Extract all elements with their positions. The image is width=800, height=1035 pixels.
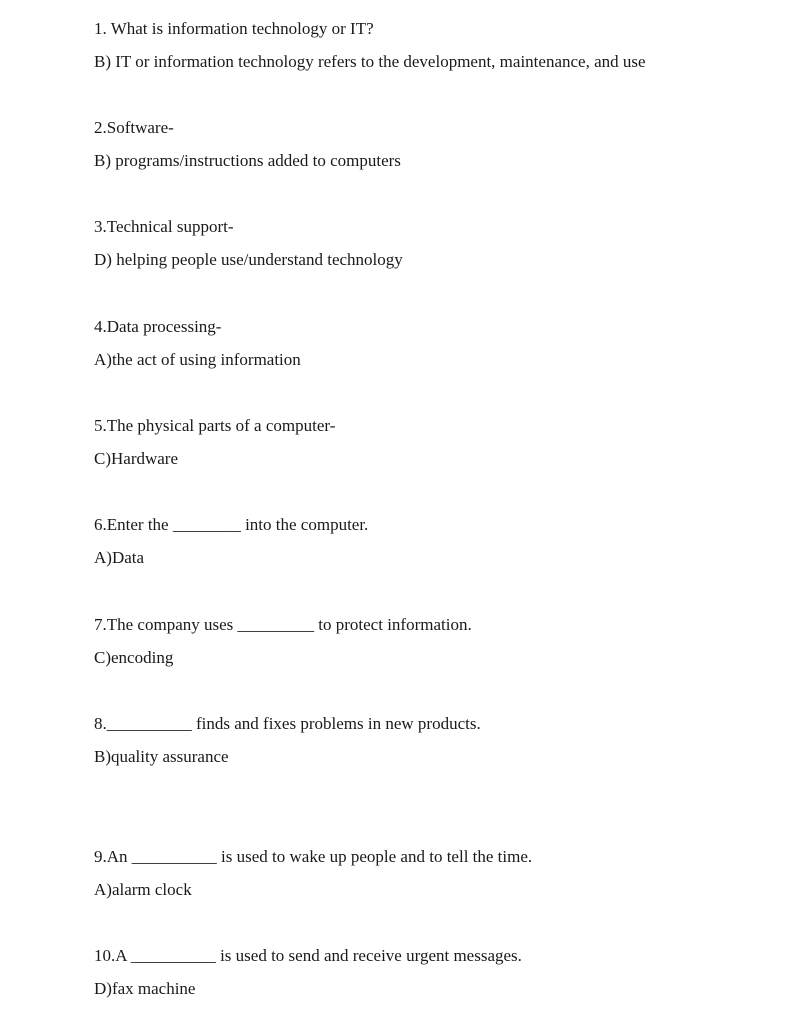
answer-2: B) programs/instructions added to computers — [94, 151, 401, 170]
question-2: 2.Software- — [94, 118, 174, 137]
question-9: 9.An __________ is used to wake up people and to tell the time. — [94, 847, 533, 866]
answer-4: A)the act of using information — [94, 350, 301, 369]
answer-7: C)encoding — [94, 648, 174, 667]
answer-1: B) IT or information technology refers to the development, maintenance, and use — [94, 52, 646, 71]
question-8: 8.__________ finds and fixes problems in new products. — [94, 714, 481, 733]
question-4: 4.Data processing- — [94, 317, 222, 336]
question-7: 7.The company uses _________ to protect information. — [94, 615, 472, 634]
answer-5: C)Hardware — [94, 449, 179, 468]
answer-10: D)fax machine — [94, 979, 196, 998]
question-6: 6.Enter the ________ into the computer. — [94, 515, 369, 534]
question-5: 5.The physical parts of a computer- — [94, 416, 336, 435]
answer-8: B)quality assurance — [94, 747, 229, 766]
question-10: 10.A __________ is used to send and receive urgent messages. — [94, 946, 522, 965]
question-1: 1. What is information technology or IT? — [94, 19, 374, 38]
answer-6: A)Data — [94, 548, 145, 567]
answer-3: D) helping people use/understand technology — [94, 250, 403, 269]
question-3: 3.Technical support- — [94, 217, 234, 236]
answer-9: A)alarm clock — [94, 880, 192, 899]
